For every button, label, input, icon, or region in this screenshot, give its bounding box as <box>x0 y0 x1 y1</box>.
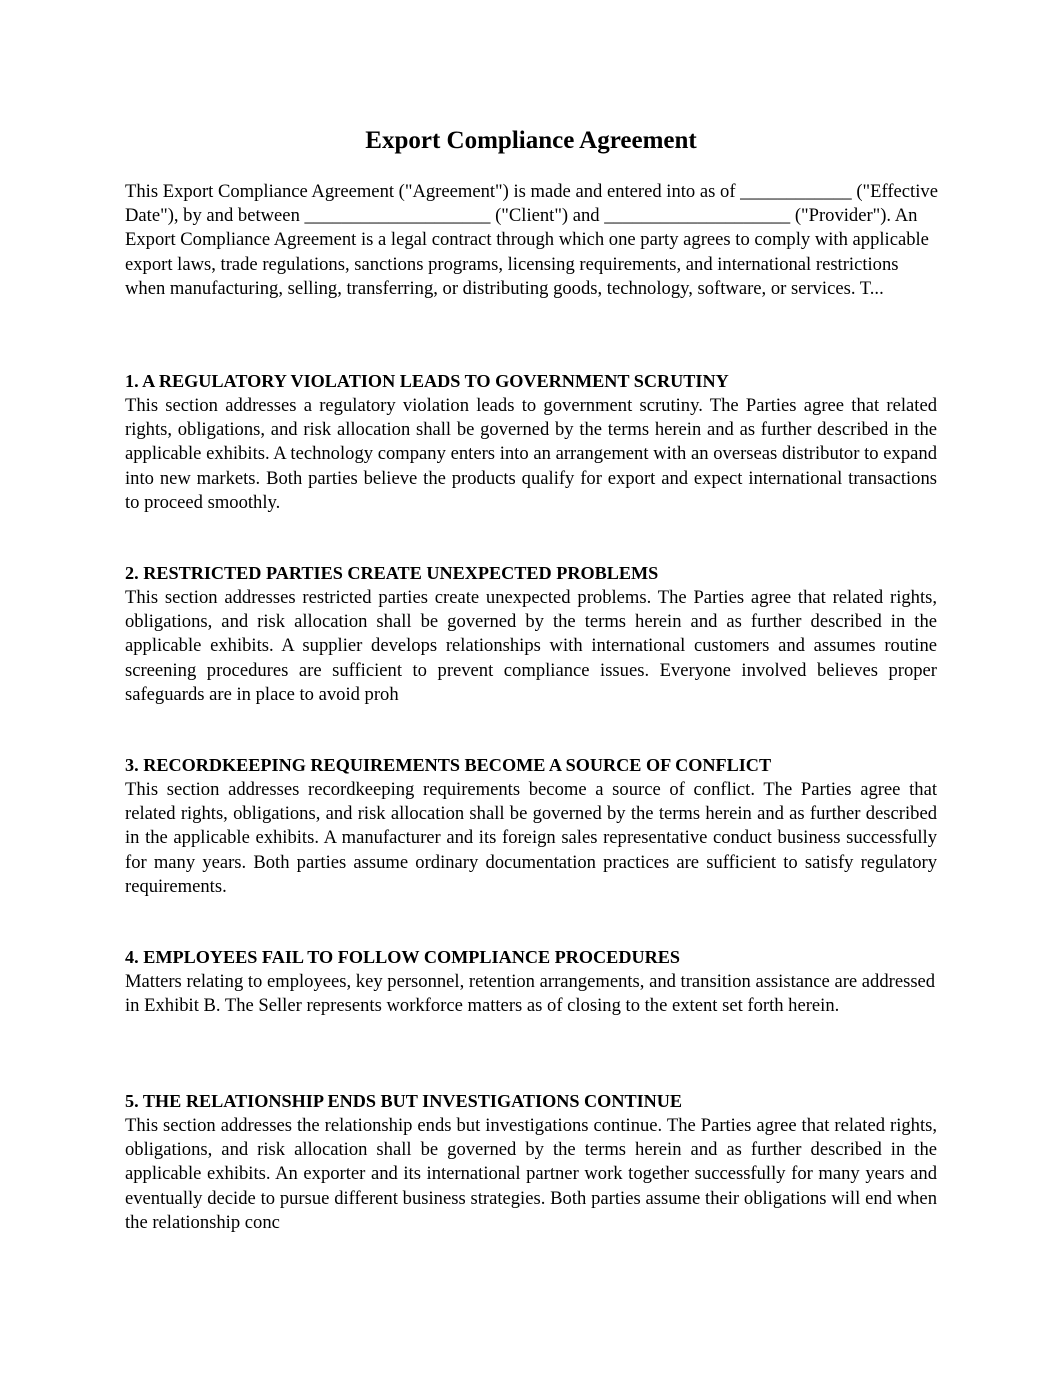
section-5 <box>125 1088 937 1235</box>
section-4 <box>125 944 937 1018</box>
section-3 <box>125 752 937 899</box>
section-body: This section addresses restricted parties create unexpected problems. The Parties agree that related rights, obligations, and risk allocation shall be governed by the terms herein and as further described in the applicable exhibits. A supplier develops relationships with international customers and assumes routine screening procedures are sufficient to prevent compliance issues. Everyone involved believes proper safeguards are in place to avoid proh <box>125 587 937 705</box>
section-heading: 2. RESTRICTED PARTIES CREATE UNEXPECTED PROBLEMS <box>125 563 659 583</box>
document-title: Export Compliance Agreement <box>365 127 697 154</box>
section-body: This section addresses the relationship ends but investigations continue. The Parties agree that related rights, obligations, and risk allocation shall be governed by the terms herein and as further described in the applicable exhibits. An exporter and its international partner work together successfully for many years and eventually decide to pursue different business strategies. Both parties assume their obligations will end when the relationship conc <box>125 1115 937 1233</box>
section-body: This section addresses a regulatory violation leads to government scrutiny. The Parties agree that related rights, obligations, and risk allocation shall be governed by the terms herein and as further described in the applicable exhibits. A technology company enters into an arrangement with an overseas distributor to expand into new markets. Both parties believe the products qualify for export and expect international transactions to proceed smoothly. <box>125 395 937 513</box>
section-body: Matters relating to employees, key personnel, retention arrangements, and transition assistance are addressed in Exhibit B. The Seller represents workforce matters as of closing to the extent set forth herein. <box>125 971 936 1017</box>
section-heading: 1. A REGULATORY VIOLATION LEADS TO GOVERNMENT SCRUTINY <box>125 371 729 391</box>
section-body: This section addresses recordkeeping requirements become a source of conflict. The Parties agree that related rights, obligations, and risk allocation shall be governed by the terms herein and as further described in the applicable exhibits. A manufacturer and its foreign sales representative conduct business successfully for many years. Both parties assume ordinary documentation practices are sufficient to satisfy regulatory requirements. <box>125 779 937 897</box>
section-heading: 5. THE RELATIONSHIP ENDS BUT INVESTIGATIONS CONTINUE <box>125 1091 683 1111</box>
section-1 <box>125 368 937 515</box>
section-2 <box>125 560 937 707</box>
section-heading: 4. EMPLOYEES FAIL TO FOLLOW COMPLIANCE PROCEDURES <box>125 947 680 967</box>
intro-paragraph: This Export Compliance Agreement ("Agreement") is made and entered into as of ____________ ("Effective Date"), by and between ____________________ ("Client") and ____________________ ("Provider"). An Export Compliance Agreement is a legal contract through which one party agrees to comply with applicable export laws, trade regulations, sanctions programs, licensing requirements, and international restrictions when manufacturing, selling, transferring, or distributing goods, technology, software, or services. T... <box>125 181 938 299</box>
section-heading: 3. RECORDKEEPING REQUIREMENTS BECOME A SOURCE OF CONFLICT <box>125 755 772 775</box>
